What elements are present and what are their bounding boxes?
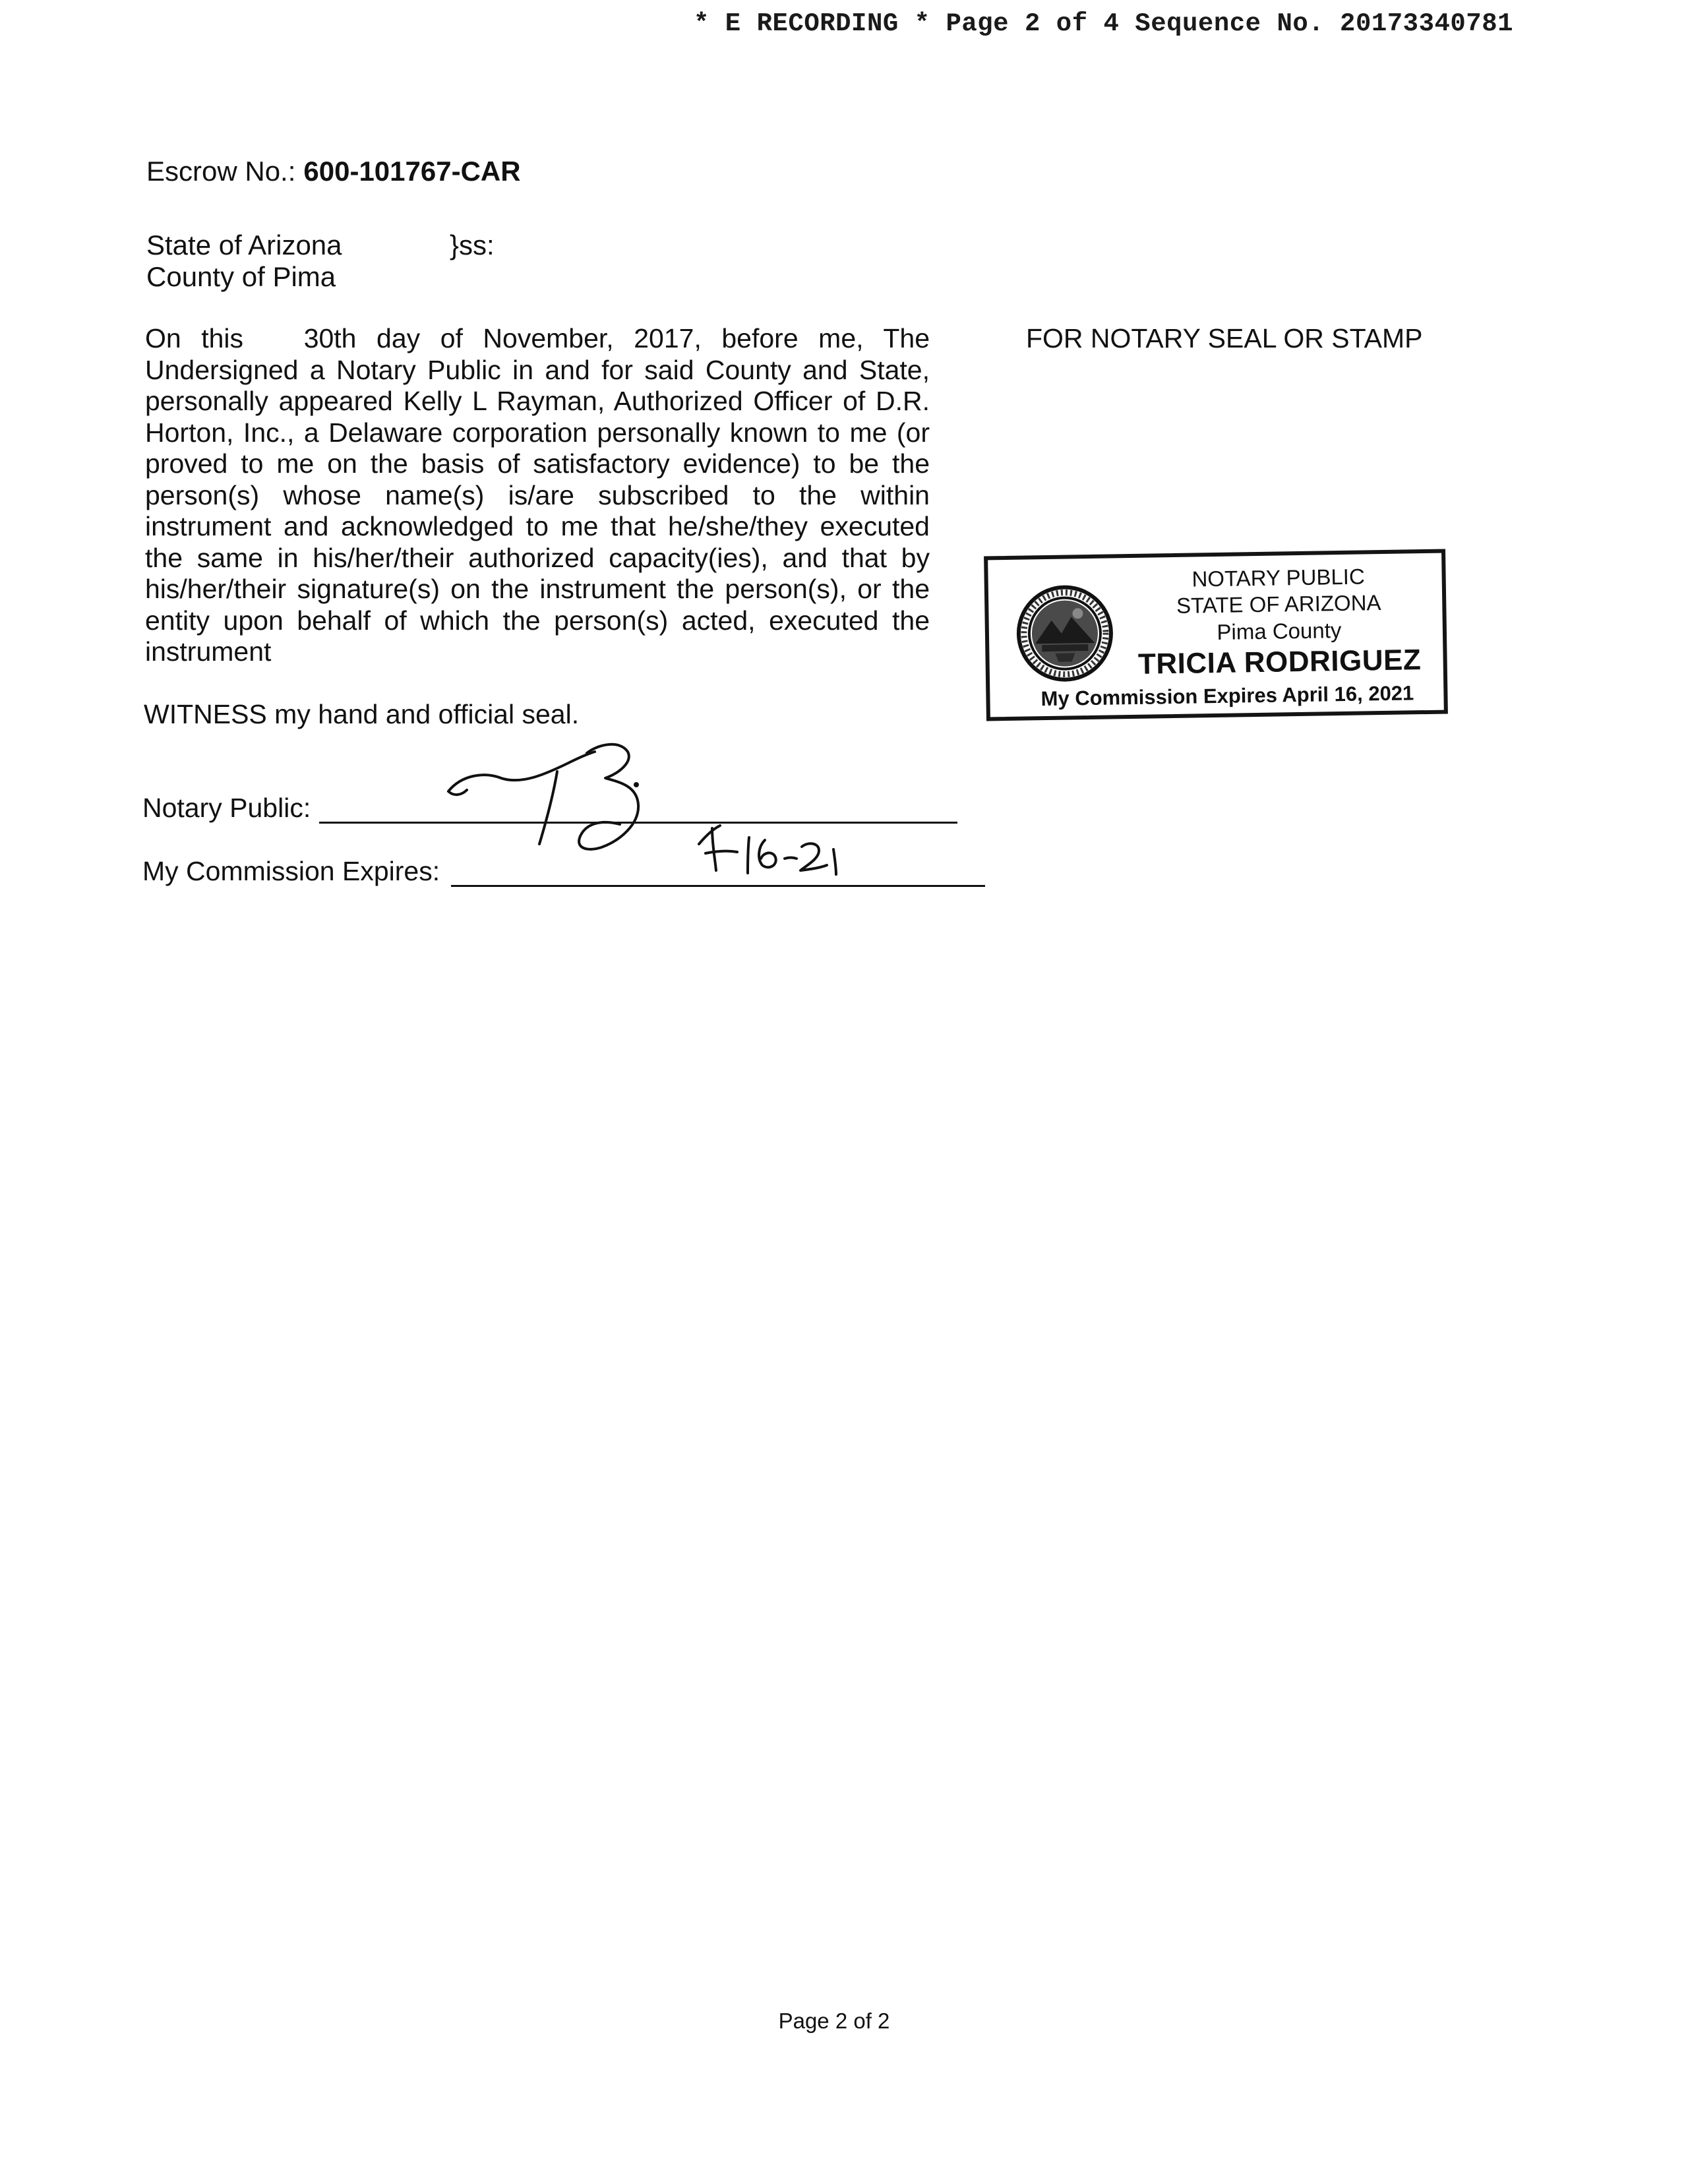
notary-public-line — [142, 793, 311, 824]
escrow-value: 600-101767-CAR — [303, 156, 521, 187]
commission-expires-label: My Commission Expires: — [142, 856, 440, 886]
venue-ss: }ss: — [450, 229, 495, 260]
stamp-notary-name: TRICIA RODRIGUEZ — [1137, 644, 1422, 681]
stamp-state: STATE OF ARIZONA — [1176, 590, 1381, 618]
stamp-text-block — [1120, 562, 1438, 682]
handwritten-signature — [422, 712, 884, 897]
acknowledgment-paragraph: On this 30th day of November, 2017, before me, The Undersigned a Notary Public in and for said County and State, personally appeared Kelly L Rayman, Authorized Officer of D.R. Horton, Inc., a Delaware corporation personally known to me (or proved to me on the basis of satisfactory evidence) to be the person(s) whose name(s) is/are subscribed to the within instrument and acknowledged to me that he/she/they executed the same in his/her/their authorized capacity(ies), and that by his/her/their signature(s) on the instrument the person(s), or the entity upon behalf of which the person(s) acted, executed the instrument — [145, 323, 938, 667]
escrow-label: Escrow No.: — [146, 156, 296, 187]
venue-state: State of Arizona — [146, 229, 342, 260]
venue-county: County of Pima — [146, 261, 336, 292]
witness-statement: WITNESS my hand and official seal. — [144, 699, 580, 729]
venue-block — [146, 229, 495, 293]
seal-caption: FOR NOTARY SEAL OR STAMP — [1026, 323, 1423, 353]
recording-header: * E RECORDING * Page 2 of 4 Sequence No. 20173340781 — [694, 9, 1513, 38]
stamp-expiration: My Commission Expires April 16, 2021 — [1040, 681, 1414, 711]
arizona-state-seal-icon — [1015, 583, 1115, 683]
notary-stamp — [984, 549, 1448, 721]
commission-expires-line — [142, 856, 440, 887]
notary-public-label: Notary Public: — [142, 793, 311, 823]
stamp-county: Pima County — [1217, 618, 1342, 644]
escrow-number — [146, 156, 521, 187]
stamp-title: NOTARY PUBLIC — [1191, 564, 1366, 592]
page-number: Page 2 of 2 — [778, 2009, 890, 2033]
